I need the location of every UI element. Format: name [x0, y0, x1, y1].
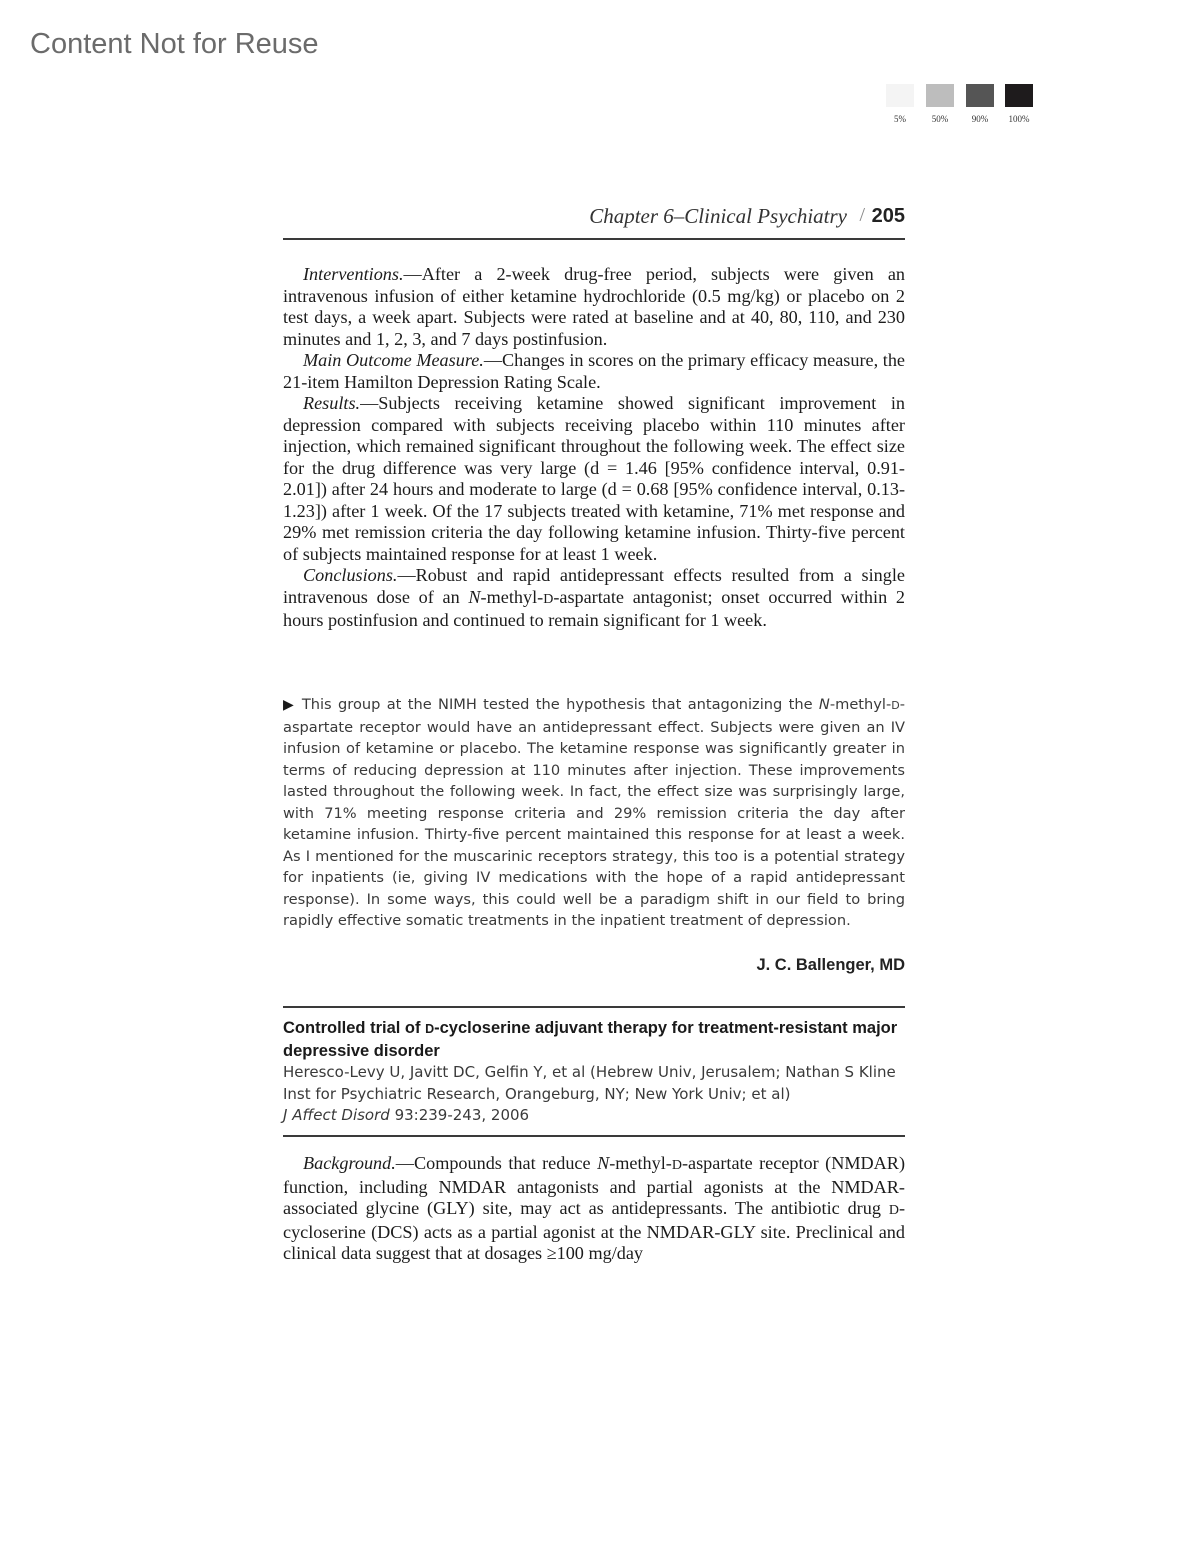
commentary-text-3: -aspartate receptor would have an antidepressant effect. Subjects were given an IV infusion of ketamine or placebo. The ketamine response was significantly greater in terms of reducing depression at 110 minutes after injection. These improvements lasted throughout the following week. In fact, the effect size was surprisingly large, with 71% meeting response criteria and 29% remission criteria the day after ketamine infusion. Thirty-five percent maintained this response for at least a week. As I mentioned for the muscarinic receptors strategy, this too is a potential strategy for inpatients (ie, giving IV medications with the hope of a rapid antidepressant response). In some ways, this could well be a paradigm shift in our field to bring rapidly effective somatic treatments in the inpatient treatment of depression.: [283, 696, 905, 929]
conclusions-italic-n: N: [468, 586, 481, 607]
swatch-100: [1005, 84, 1033, 107]
swatch-5: [886, 84, 914, 107]
outcome-label: Main Outcome Measure.: [303, 350, 484, 370]
commentary-sc-d: D: [891, 699, 900, 712]
conclusions-label: Conclusions.: [303, 565, 398, 585]
triangle-bullet-icon: ▶: [283, 697, 296, 713]
background-italic-n: N: [597, 1153, 610, 1173]
background-text-3: -aspartate receptor (NMDAR) function, including NMDAR antagonists and partial agonists at the NMDAR-associated glycine (GLY) site, may act as antidepressants. The antibiotic drug: [283, 1153, 905, 1218]
background-section: [283, 1153, 905, 1265]
grayscale-swatches: [886, 84, 1036, 128]
watermark-text: Content Not for Reuse: [30, 28, 319, 60]
article-title: [283, 1017, 905, 1062]
commentary-paragraph: [283, 694, 905, 932]
running-head-separator: /: [859, 204, 865, 226]
commentary-author: J. C. Ballenger, MD: [756, 956, 905, 974]
article-title-2: -cycloserine adjuvant therapy for treatment-resistant major depressive disorder: [283, 1019, 898, 1060]
swatch-label-5: 5%: [894, 114, 906, 124]
page-number: 205: [871, 205, 905, 227]
background-text-1: —Compounds that reduce: [395, 1153, 598, 1173]
commentary-text-1: This group at the NIMH tested the hypothesis that antagonizing the: [295, 696, 819, 713]
citation-details: 93:239-243, 2006: [389, 1106, 530, 1124]
results-paragraph: [283, 393, 905, 565]
article-header: [283, 1006, 905, 1137]
background-paragraph: [283, 1153, 905, 1265]
article-title-1: Controlled trial of: [283, 1019, 426, 1037]
commentary-text-2: -methyl-: [829, 696, 892, 713]
running-head: [283, 204, 905, 240]
background-text-2: -methyl-: [609, 1153, 672, 1173]
swatch-50: [926, 84, 954, 107]
swatch-label-100: 100%: [1008, 114, 1030, 124]
commentary-italic-n: N: [818, 696, 830, 713]
conclusions-text-3: -aspartate antagonist; onset occurred within 2 hours postinfusion and continued to remain significant for 1 week.: [283, 586, 905, 630]
commentary-section: [283, 694, 905, 932]
results-text: —Subjects receiving ketamine showed significant improvement in depression compared with subjects receiving placebo within 110 minutes after injection, which remained significant throughout the following week. The effect size for the drug difference was very large (d = 1.46 [95% confidence interval, 0.91-2.01]) after 24 hours and moderate to large (d = 0.68 [95% confidence interval, 0.13-1.23]) after 1 week. Of the 17 subjects treated with ketamine, 71% met response and 29% met remission criteria the day following ketamine infusion. Thirty-five percent of subjects maintained response for at least 1 week.: [283, 393, 905, 564]
conclusions-text-2: -methyl-: [480, 586, 544, 607]
conclusions-sc-d: D: [543, 591, 554, 607]
results-label: Results.: [303, 393, 361, 413]
conclusions-paragraph: [283, 565, 905, 632]
swatch-90: [966, 84, 994, 107]
article-citation: [283, 1105, 905, 1127]
background-sc-d2: D: [888, 1203, 899, 1218]
interventions-text: —After a 2-week drug-free period, subjects were given an intravenous infusion of either ketamine hydrochloride (0.5 mg/kg) or placebo on 2 test days, a week apart. Subjects were rated at baseline and at 40, 80, 110, and 230 minutes and 1, 2, 3, and 7 days postinfusion.: [283, 264, 905, 349]
swatch-label-90: 90%: [971, 114, 989, 124]
background-text-4: -cycloserine (DCS) acts as a partial agonist at the NMDAR-GLY site. Preclinical and clinical data suggest that at dosages ≥100 mg/day: [283, 1198, 905, 1263]
outcome-text: —Changes in scores on the primary efficacy measure, the 21-item Hamilton Depression Rating Scale.: [283, 350, 906, 392]
outcome-paragraph: [283, 350, 905, 393]
article-authors: Heresco-Levy U, Javitt DC, Gelfin Y, et al (Hebrew Univ, Jerusalem; Nathan S Kline Inst for Psychiatric Research, Orangeburg, NY; New York Univ; et al): [283, 1063, 896, 1103]
conclusions-text-1: —Robust and rapid antidepressant effects resulted from a single intravenous dose of an: [283, 565, 905, 607]
swatch-label-50: 50%: [931, 114, 949, 124]
background-label: Background.: [303, 1153, 396, 1173]
interventions-paragraph: [283, 264, 905, 350]
journal-name: J Affect Disord: [283, 1106, 390, 1124]
article-title-sc-d: D: [425, 1022, 435, 1036]
chapter-title: Chapter 6–Clinical Psychiatry: [589, 204, 847, 228]
background-sc-d: D: [671, 1158, 682, 1173]
abstract-section: [283, 264, 905, 632]
interventions-label: Interventions.: [303, 264, 404, 284]
